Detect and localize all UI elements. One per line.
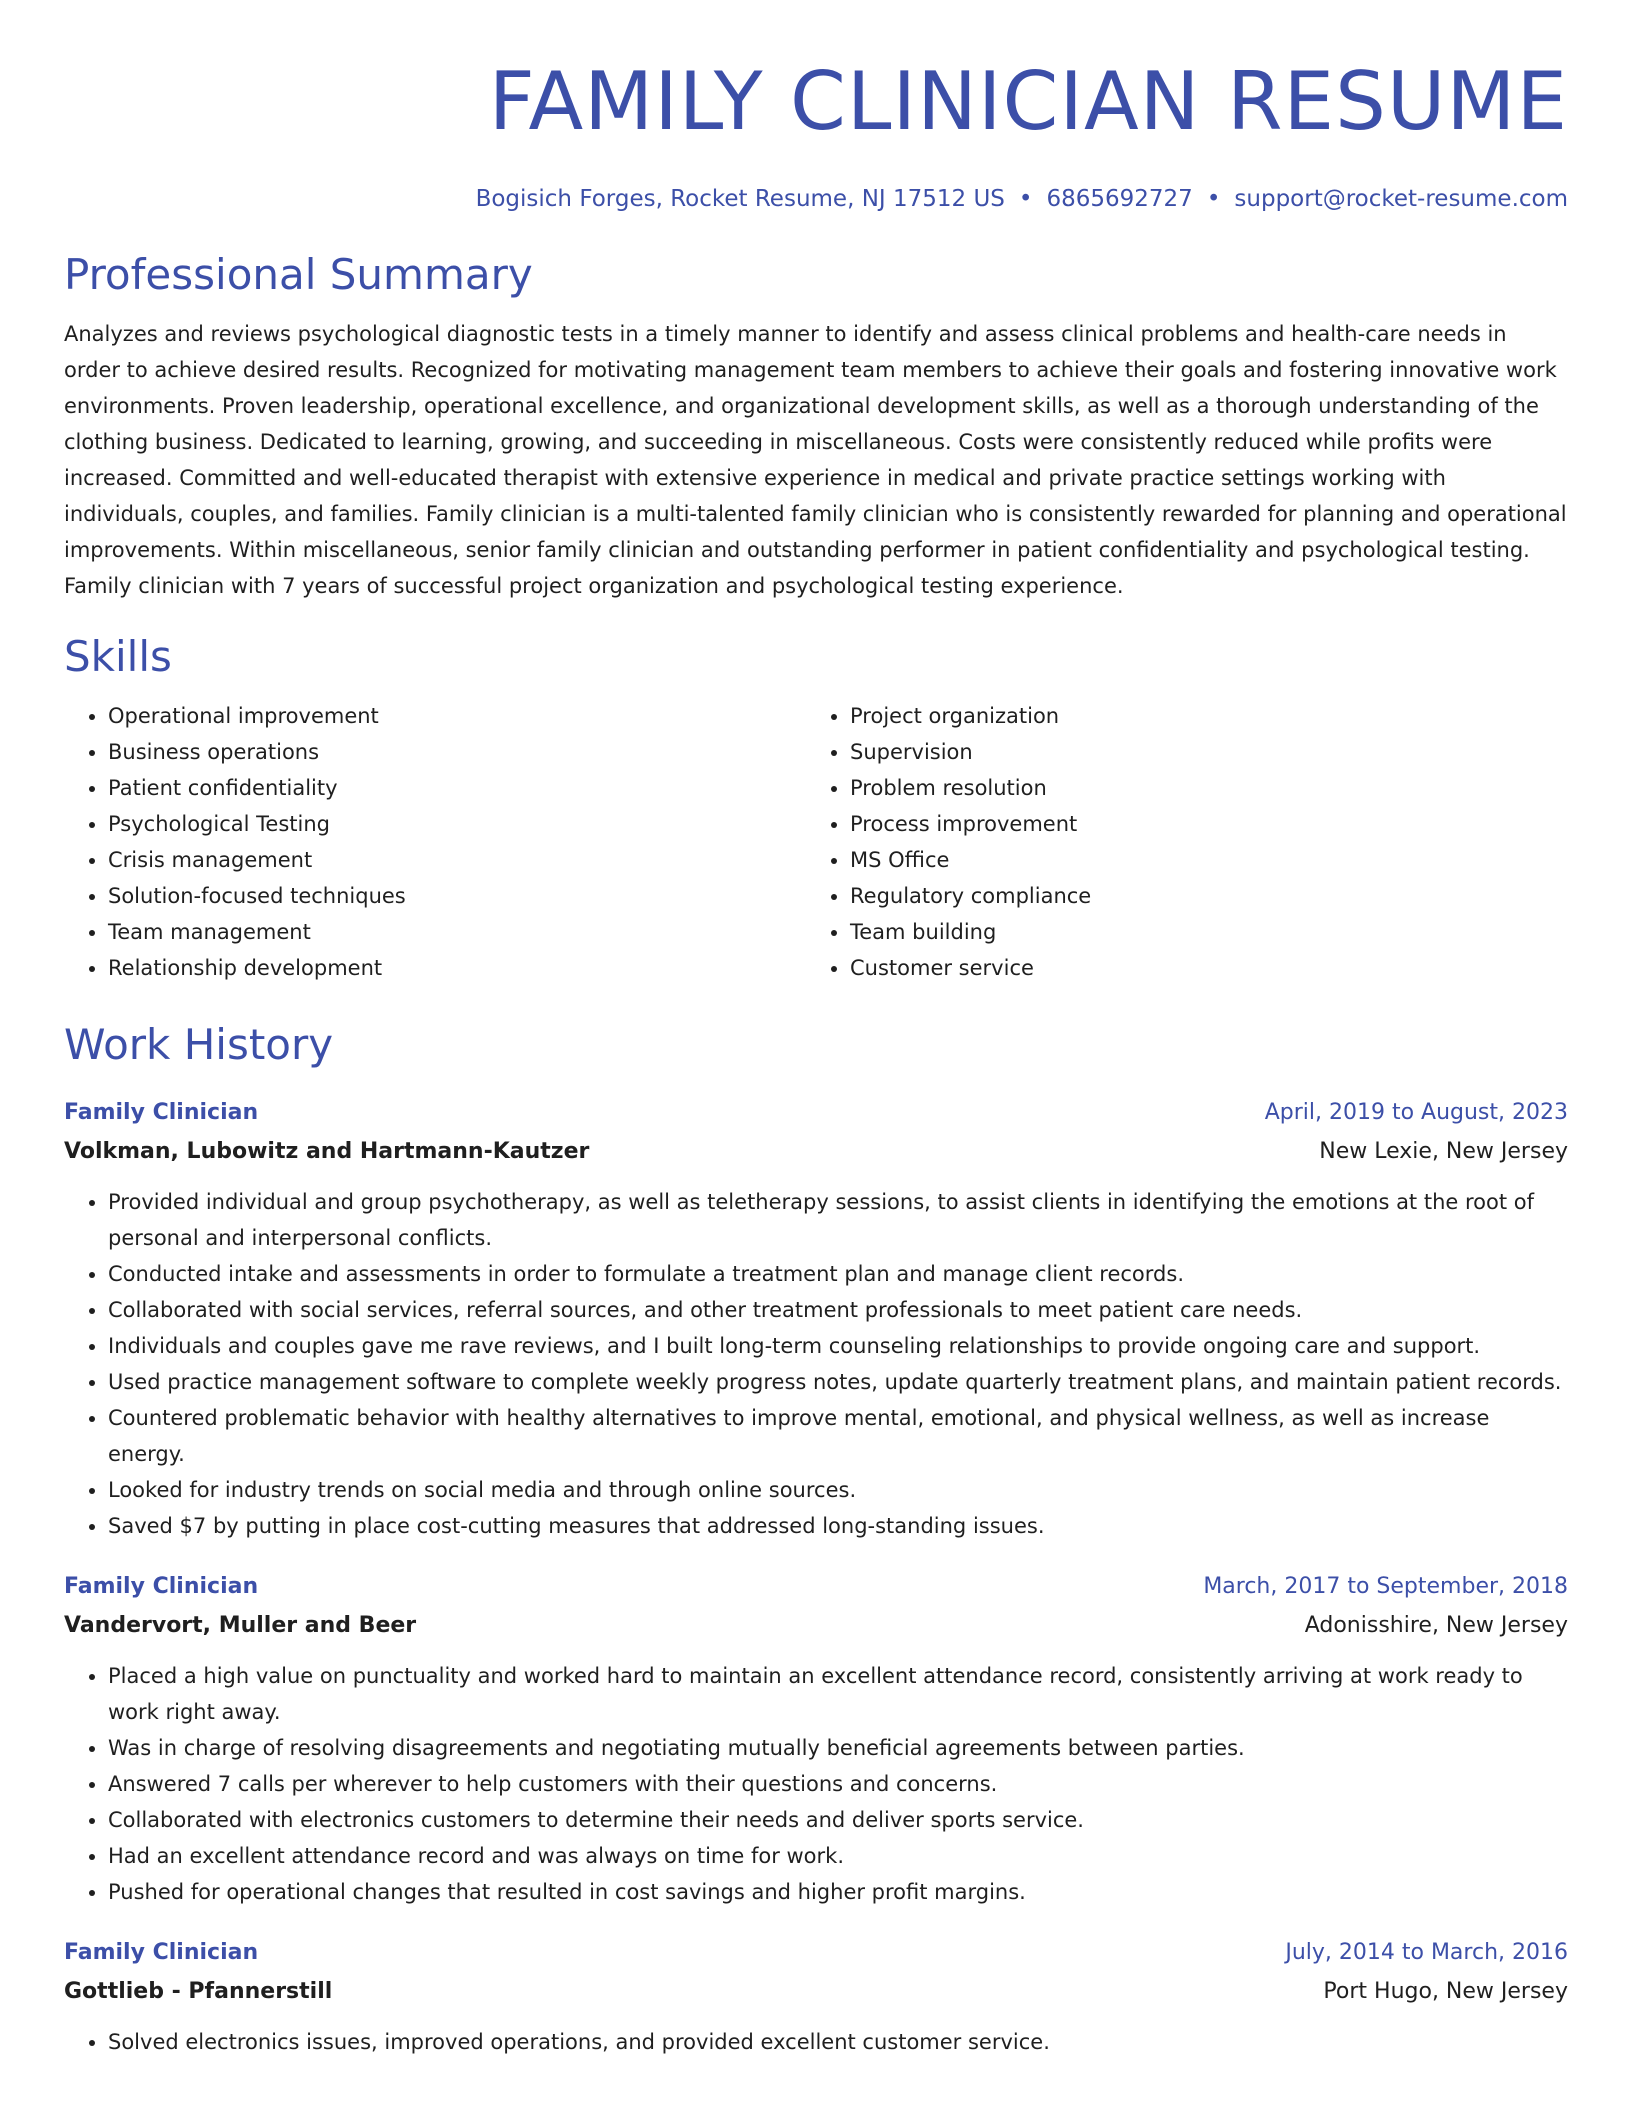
- job-bullet: • Provided individual and group psychotherapy, as well as teletherapy sessions, to assist clients in identifying the emotions at the root of personal and interpersonal conflicts.: [108, 1184, 1568, 1256]
- skills-column-right: [806, 698, 1548, 986]
- skill-item: • Team building: [850, 914, 1548, 950]
- skill-item: • Process improvement: [850, 806, 1548, 842]
- skill-item: • Operational improvement: [108, 698, 806, 734]
- job-bullet: • Was in charge of resolving disagreements and negotiating mutually beneficial agreements between parties.: [108, 1730, 1568, 1766]
- job-bullets: [64, 1658, 1568, 1910]
- contact-email[interactable]: support@rocket-resume.com: [1234, 186, 1568, 212]
- skill-item: • Business operations: [108, 734, 806, 770]
- job-bullet: • Answered 7 calls per wherever to help customers with their questions and concerns.: [108, 1766, 1568, 1802]
- job-bullet: • Collaborated with social services, referral sources, and other treatment professionals to meet patient care needs.: [108, 1292, 1568, 1328]
- job-title: Family Clinician: [64, 1940, 259, 1965]
- job-bullet: • Placed a high value on punctuality and worked hard to maintain an excellent attendance record, consistently arriving at work ready to work right away.: [108, 1658, 1568, 1730]
- skill-item: • Crisis management: [108, 842, 806, 878]
- job-header-row: [64, 1094, 1568, 1132]
- page-title: FAMILY CLINICIAN RESUME: [488, 55, 1568, 148]
- job-header-row: [64, 1934, 1568, 1972]
- job-dates: July, 2014 to March, 2016: [1285, 1940, 1568, 1965]
- skill-item: • Patient confidentiality: [108, 770, 806, 806]
- job-bullet: • Solved electronics issues, improved operations, and provided excellent customer service.: [108, 2024, 1568, 2060]
- summary-heading: Professional Summary: [64, 250, 533, 299]
- contact-line: [64, 182, 1568, 216]
- job-header-row: [64, 1568, 1568, 1606]
- job-employer-row: [64, 1132, 1568, 1172]
- job-bullet: • Had an excellent attendance record and was always on time for work.: [108, 1838, 1568, 1874]
- skill-item: • Team management: [108, 914, 806, 950]
- work-history-heading: Work History: [64, 1020, 334, 1069]
- summary-text: Analyzes and reviews psychological diagnostic tests in a timely manner to identify and assess clinical problems and health-care needs in order to achieve desired results. Recognized for motivating management team members to achieve their goals and fostering innovative work environments. Proven leadership, operational excellence, and organizational development skills, as well as a thorough understanding of the clothing business. Dedicated to learning, growing, and succeeding in miscellaneous. Costs were consistently reduced while profits were increased. Committed and well-educated therapist with extensive experience in medical and private practice settings working with individuals, couples, and families. Family clinician is a multi-talented family clinician who is consistently rewarded for planning and operational improvements. Within miscellaneous, senior family clinician and outstanding performer in patient confidentiality and psychological testing. Family clinician with 7 years of successful project organization and psychological testing experience.: [64, 322, 1567, 598]
- contact-phone: 6865692727: [1046, 186, 1193, 212]
- job-company: Volkman, Lubowitz and Hartmann-Kautzer: [64, 1139, 590, 1164]
- skill-item: • Solution-focused techniques: [108, 878, 806, 914]
- skill-item: • Psychological Testing: [108, 806, 806, 842]
- job-dates: March, 2017 to September, 2018: [1203, 1574, 1568, 1599]
- job-location: Adonisshire, New Jersey: [1304, 1613, 1568, 1638]
- skill-item: • MS Office: [850, 842, 1548, 878]
- job-location: New Lexie, New Jersey: [1319, 1139, 1568, 1164]
- job-title: Family Clinician: [64, 1100, 259, 1125]
- job-bullet: • Individuals and couples gave me rave reviews, and I built long-term counseling relationships to provide ongoing care and support.: [108, 1328, 1568, 1364]
- skill-item: • Relationship development: [108, 950, 806, 986]
- skills-column-left: [64, 698, 806, 986]
- job-bullet: • Saved $7 by putting in place cost-cutting measures that addressed long-standing issues.: [108, 1508, 1568, 1544]
- contact-address: Bogisich Forges, Rocket Resume, NJ 17512 US: [475, 186, 1005, 212]
- job-entry: [64, 1934, 1568, 2060]
- job-location: Port Hugo, New Jersey: [1323, 1979, 1568, 2004]
- job-bullet: • Used practice management software to complete weekly progress notes, update quarterly treatment plans, and maintain patient records.: [108, 1364, 1568, 1400]
- skill-item: • Problem resolution: [850, 770, 1548, 806]
- job-entry: [64, 1094, 1568, 1544]
- job-bullet: • Collaborated with electronics customers to determine their needs and deliver sports service.: [108, 1802, 1568, 1838]
- job-bullet: • Countered problematic behavior with healthy alternatives to improve mental, emotional, and physical wellness, as well as increase energy.: [108, 1400, 1568, 1472]
- job-dates: April, 2019 to August, 2023: [1264, 1100, 1568, 1125]
- skill-item: • Regulatory compliance: [850, 878, 1548, 914]
- contact-separator: •: [1206, 186, 1221, 212]
- resume-page: [64, 0, 1568, 2060]
- job-employer-row: [64, 1606, 1568, 1646]
- skills-list: [64, 698, 1568, 986]
- job-bullet: • Conducted intake and assessments in order to formulate a treatment plan and manage client records.: [108, 1256, 1568, 1292]
- skill-item: • Customer service: [850, 950, 1548, 986]
- job-employer-row: [64, 1972, 1568, 2012]
- contact-separator: •: [1018, 186, 1033, 212]
- job-bullet: • Looked for industry trends on social media and through online sources.: [108, 1472, 1568, 1508]
- job-bullets: [64, 2024, 1568, 2060]
- skill-item: • Supervision: [850, 734, 1548, 770]
- work-history-list: [64, 1094, 1568, 2060]
- job-entry: [64, 1568, 1568, 1910]
- job-company: Gottlieb - Pfannerstill: [64, 1979, 333, 2004]
- job-company: Vandervort, Muller and Beer: [64, 1613, 417, 1638]
- job-title: Family Clinician: [64, 1574, 259, 1599]
- job-bullet: • Pushed for operational changes that resulted in cost savings and higher profit margins.: [108, 1874, 1568, 1910]
- job-bullets: [64, 1184, 1568, 1544]
- skill-item: • Project organization: [850, 698, 1548, 734]
- skills-heading: Skills: [64, 632, 172, 681]
